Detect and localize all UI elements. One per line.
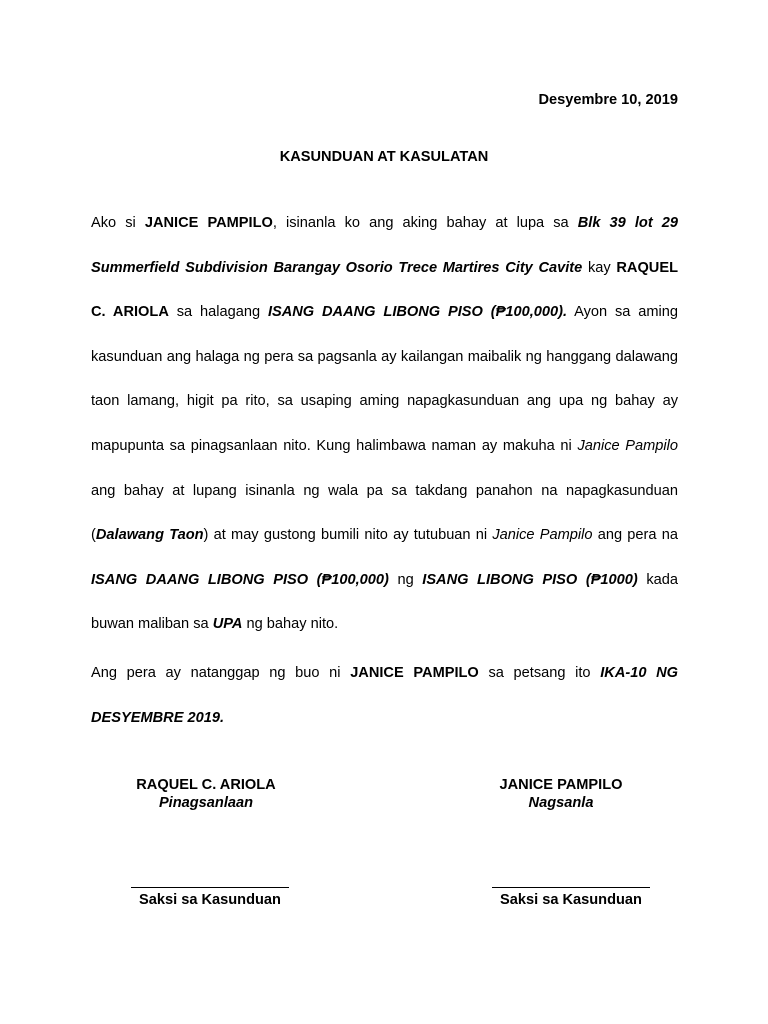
text-run: ang bahay at lupang isinanla ng wala pa sa takdang panahon na napagkasunduan ( [91, 482, 678, 544]
mortgagor-name: JANICE PAMPILO [144, 215, 273, 231]
property-address: Blk 39 lot 29 Summerfield Subdivision Barangay Osorio Trece Martires City Cavite [91, 215, 679, 276]
signatory-name: JANICE PAMPILO [499, 777, 623, 793]
text-run: sa petsang ito [478, 664, 601, 681]
witness-right [482, 887, 660, 908]
term-duration: Dalawang Taon [95, 527, 204, 544]
witness-label: Saksi sa Kasunduan [139, 892, 281, 908]
signatory-role: Pinagsanlaan [158, 795, 254, 811]
document-body [91, 201, 678, 740]
agreement-paragraph [91, 201, 678, 647]
monthly-interest-amount: ISANG LIBONG PISO (₱1000) [422, 571, 638, 588]
mortgagor-name-italic: Janice Pampilo [577, 437, 678, 454]
mortgagor-name-italic: Janice Pampilo [492, 527, 593, 544]
loan-amount: ISANG DAANG LIBONG PISO (₱100,000). [267, 304, 568, 321]
receipt-paragraph [91, 651, 678, 740]
signatory-mortgagee [120, 776, 292, 812]
rent-term: UPA [212, 616, 243, 633]
signature-line [492, 887, 650, 888]
document-title: KASUNDUAN AT KASULATAN [279, 149, 489, 165]
signature-line [131, 887, 289, 888]
signatory-name: RAQUEL C. ARIOLA [136, 777, 276, 793]
document-date: Desyembre 10, 2019 [538, 92, 678, 108]
text-run: ng bahay nito. [242, 616, 339, 633]
text-run: Ayon sa aming kasunduan ang halaga ng pera sa pagsanla ay kailangan maibalik ng hanggang dalawang taon lamang, higit pa rito, sa usaping aming napagkasunduan ang upa ng bahay ay mapupunta sa pinagsanlaan nito. Kung halimbawa naman ay makuha ni [91, 304, 678, 454]
text-run: , isinanla ko ang aking bahay at lupa sa [272, 215, 578, 231]
receipt-date: IKA-10 NG DESYEMBRE 2019. [91, 664, 679, 726]
text-run: ang pera na [592, 527, 678, 544]
text-run: kay [582, 259, 617, 276]
witness-label: Saksi sa Kasunduan [500, 892, 642, 908]
receiver-name: JANICE PAMPILO [350, 664, 479, 681]
signatory-role: Nagsanla [528, 795, 594, 811]
witness-left [121, 887, 299, 908]
text-run: ng [388, 571, 423, 588]
text-run: sa halagang [168, 304, 268, 321]
text-run: Ako si [91, 215, 145, 231]
loan-amount-repeat: ISANG DAANG LIBONG PISO (₱100,000) [91, 571, 389, 588]
text-run: kada buwan maliban sa [91, 571, 678, 633]
signatory-mortgagor [475, 776, 647, 812]
mortgagee-name: RAQUEL C. ARIOLA [91, 259, 678, 321]
text-run: ) at may gustong bumili nito ay tutubuan ni [203, 527, 493, 544]
text-run: Ang pera ay natanggap ng buo ni [91, 664, 351, 681]
